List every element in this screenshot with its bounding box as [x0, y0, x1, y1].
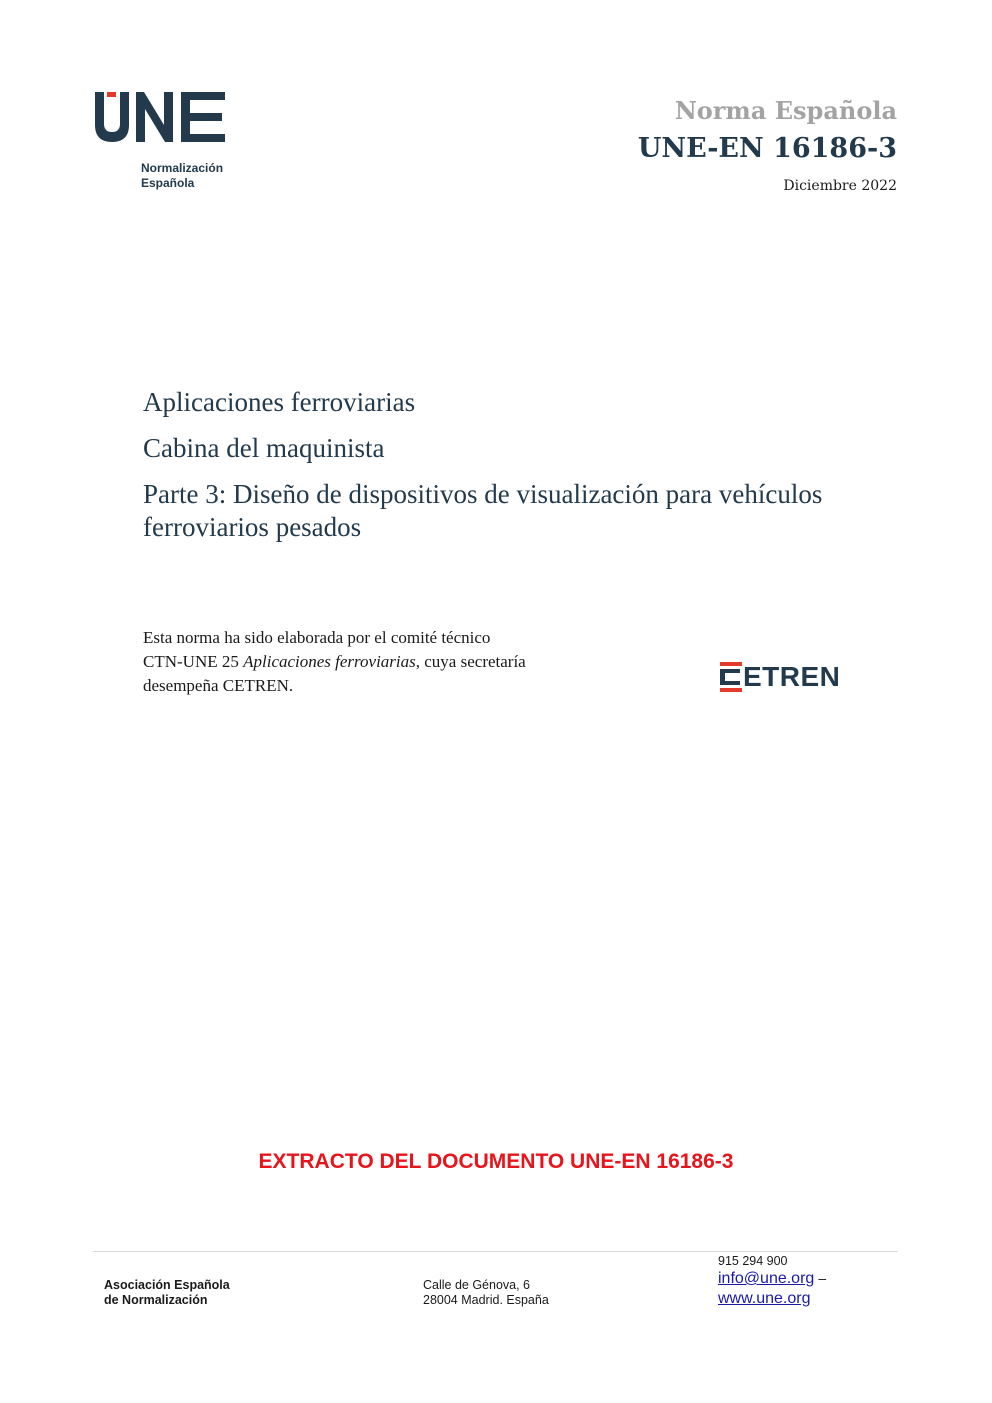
title-line-1: Aplicaciones ferroviarias: [143, 387, 416, 417]
footer-separator: –: [818, 1270, 827, 1286]
footer-address-line2: 28004 Madrid. España: [423, 1293, 549, 1307]
committee-prefix: CTN-UNE 25: [143, 652, 244, 671]
une-logo: [93, 88, 233, 198]
footer-address: [423, 1278, 549, 1308]
une-wordmark-icon: [93, 88, 233, 148]
footer-address-line1: Calle de Génova, 6: [423, 1278, 531, 1292]
logo-subtitle-line1: Normalización: [141, 161, 224, 175]
extract-notice: EXTRACTO DEL DOCUMENTO UNE-EN 16186-3: [258, 1150, 734, 1173]
footer-organization: [104, 1278, 230, 1308]
norma-label: Norma Española: [674, 96, 897, 125]
cetren-c-icon: [720, 662, 742, 692]
committee-line1: Esta norma ha sido elaborada por el comité técnico: [143, 628, 491, 647]
norma-code: UNE-EN 16186-3: [637, 133, 897, 164]
footer-contact: [718, 1254, 826, 1309]
footer-phone: 915 294 900: [718, 1254, 788, 1268]
title-line-2: Cabina del maquinista: [143, 433, 385, 463]
committee-line2: [143, 650, 663, 674]
committee-line3: desempeña CETREN.: [143, 676, 294, 695]
committee-suffix: , cuya secretaría: [415, 652, 526, 671]
title-line-3: Parte 3: Diseño de dispositivos de visualización para vehículos ferroviarios pesados: [143, 479, 823, 542]
footer-email-link[interactable]: info@une.org: [718, 1270, 815, 1287]
footer-org-line2: de Normalización: [104, 1293, 208, 1307]
norma-date: Diciembre 2022: [783, 178, 897, 194]
logo-subtitle-line2: Española: [141, 176, 195, 190]
cetren-wordmark: ETREN: [743, 661, 841, 692]
footer-org-line1: Asociación Española: [104, 1278, 230, 1292]
committee-statement: [143, 626, 663, 698]
committee-name: Aplicaciones ferroviarias: [243, 652, 416, 671]
cetren-logo: [720, 657, 840, 697]
document-titles: [143, 386, 863, 557]
footer-divider: [93, 1251, 898, 1252]
footer-website-link[interactable]: www.une.org: [718, 1290, 811, 1307]
